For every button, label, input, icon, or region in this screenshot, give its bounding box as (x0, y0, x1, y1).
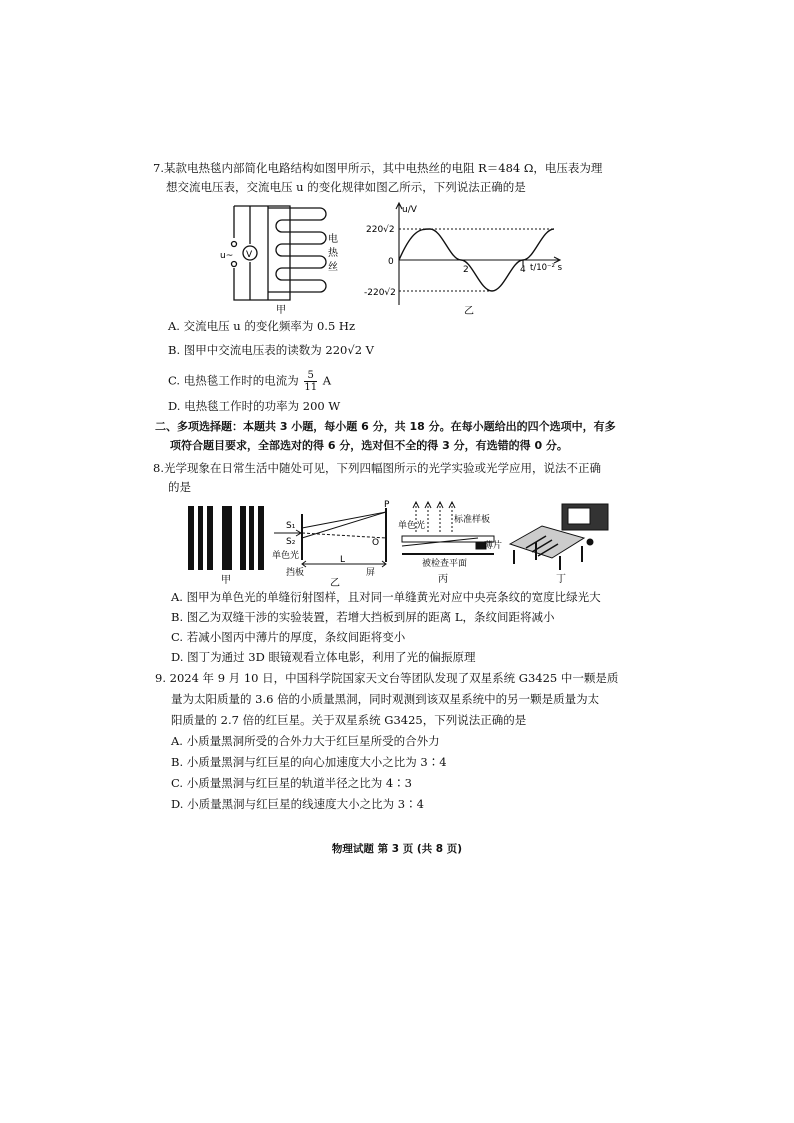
q8-s1-label: S₁ (286, 521, 296, 531)
q7-option-b: B. 图甲中交流电压表的读数为 220√2 V (168, 343, 374, 357)
q8-o-label: O (372, 538, 380, 548)
q7-ymax: 220√2 (366, 225, 395, 235)
q9-stem-line1: 9. 2024 年 9 月 10 日，中国科学院国家天文台等团队发现了双星系统 G3425 中一颗是质 (155, 671, 619, 685)
q8-3d-glasses-figure (506, 498, 616, 588)
q8-stem-line1: 8.光学现象在日常生活中随处可见，下列四幅图所示的光学实验或光学应用，说法不正确 (153, 461, 601, 475)
section2-line1: 二、多项选择题：本题共 3 小题，每小题 6 分，共 18 分。在每小题给出的四个选项中，有多 (155, 420, 616, 433)
q8-screen-label: 屏 (366, 568, 376, 578)
q7-u-label: u~ (220, 251, 234, 261)
q7-wire-label-2: 热 (328, 248, 338, 259)
q8-stem-line2: 的是 (168, 480, 191, 494)
q8-p-label: P (384, 500, 390, 510)
section2-line2: 项符合题目要求，全部选对的得 6 分，选对但不全的得 3 分，有选错的得 0 分。 (170, 439, 568, 452)
q7-ymin: -220√2 (364, 288, 396, 298)
q8-option-a: A. 图甲为单色光的单缝衍射图样，且对同一单缝黄光对应中央亮条纹的宽度比绿光大 (171, 590, 601, 604)
q8-fig-ding-caption: 丁 (556, 574, 566, 585)
q7-tick-4: 4 (520, 265, 526, 275)
q7-circuit-figure (220, 198, 360, 316)
q7-option-d: D. 电热毯工作时的功率为 200 W (168, 399, 341, 413)
q7-sine-graph (364, 200, 574, 318)
q9-stem-line3: 阳质量的 2.7 倍的红巨星。关于双星系统 G3425，下列说法正确的是 (171, 713, 527, 727)
q8-bing-standard: 标准样板 (454, 515, 491, 525)
q8-bing-light: 单色光 (398, 521, 426, 531)
q8-double-slit-figure (272, 500, 394, 588)
q8-fig-jia-caption: 甲 (221, 575, 231, 586)
q7-stem-line1: 7.某款电热毯内部简化电路结构如图甲所示，其中电热丝的电阻 R＝484 Ω，电压表为理 (153, 161, 603, 175)
q7-option-c-text: C. 电热毯工作时的电流为 (168, 373, 299, 388)
q7-wire-label-3: 丝 (328, 262, 338, 273)
q7-fig-yi-caption: 乙 (464, 306, 474, 317)
q7-tick-2: 2 (463, 265, 469, 275)
q9-option-a: A. 小质量黑洞所受的合外力大于红巨星所受的合外力 (171, 734, 440, 748)
q8-fig-yi-caption: 乙 (330, 578, 340, 588)
q7-stem-line2: 想交流电压表，交流电压 u 的变化规律如图乙所示，下列说法正确的是 (166, 180, 526, 194)
page-footer: 物理试题 第 3 页 (共 8 页) (331, 843, 463, 855)
q8-option-c: C. 若减小图丙中薄片的厚度，条纹间距将变小 (171, 630, 406, 644)
q8-thin-film-figure (398, 498, 508, 588)
q7-option-c-denominator: 11 (304, 382, 318, 393)
q9-option-b: B. 小质量黑洞与红巨星的向心加速度大小之比为 3∶4 (171, 755, 447, 769)
q7-origin: 0 (388, 257, 394, 267)
q7-wire-label-1: 电 (328, 234, 338, 245)
q8-fig-bing-caption: 丙 (438, 574, 448, 585)
q7-option-c-unit: A (322, 373, 332, 388)
q9-option-d: D. 小质量黑洞与红巨星的线速度大小之比为 3∶4 (171, 797, 424, 811)
q9-option-c: C. 小质量黑洞与红巨星的轨道半径之比为 4∶3 (171, 776, 412, 790)
q9-stem-line2: 量为太阳质量的 3.6 倍的小质量黑洞，同时观测到该双星系统中的另一颗是质量为太 (171, 692, 600, 706)
q8-bing-sheet: 薄片 (484, 541, 503, 551)
q8-option-d: D. 图丁为通过 3D 眼镜观看立体电影，利用了光的偏振原理 (171, 650, 476, 664)
q7-option-c-numerator: 5 (304, 370, 317, 382)
q8-bing-plane: 被检查平面 (422, 559, 468, 569)
q8-option-b: B. 图乙为双缝干涉的实验装置，若增大挡板到屏的距离 L，条纹间距将减小 (171, 610, 555, 624)
q8-s2-label: S₂ (286, 537, 296, 547)
q7-fig-jia-caption: 甲 (276, 305, 286, 316)
q7-ylabel: u/V (402, 205, 417, 215)
q7-option-a: A. 交流电压 u 的变化频率为 0.5 Hz (168, 319, 356, 333)
q8-l-label: L (340, 555, 346, 565)
q8-light-label: 单色光 (272, 551, 300, 561)
q8-diffraction-pattern (186, 504, 266, 586)
q8-baffle-label: 挡板 (286, 568, 305, 578)
q7-option-c (168, 370, 331, 393)
q7-xlabel: t/10⁻² s (530, 263, 563, 273)
q7-meter-v: V (246, 250, 253, 260)
